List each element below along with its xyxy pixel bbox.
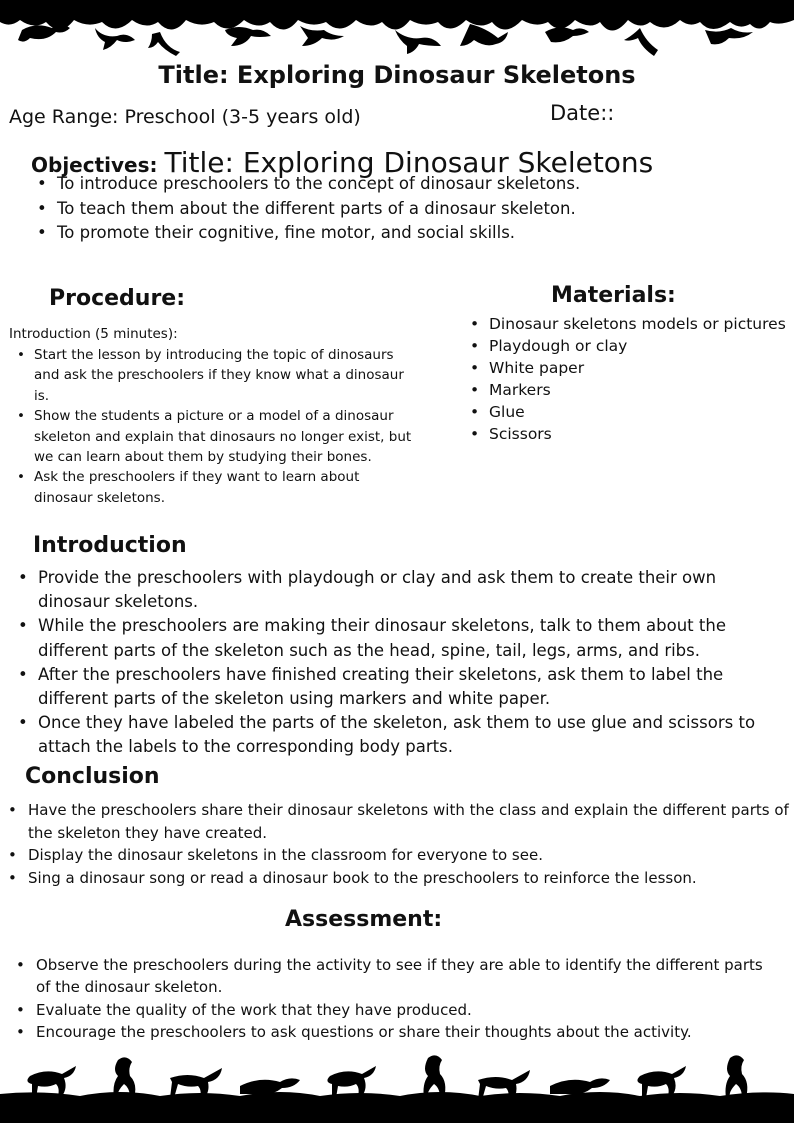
date-label: Date:: (550, 101, 615, 125)
list-item: • Evaluate the quality of the work that they have produced. (36, 999, 781, 1021)
list-item: • Sing a dinosaur song or read a dinosaur book to the preschoolers to reinforce the lesson. (28, 867, 794, 890)
top-dinosaur-border (0, 0, 794, 62)
list-item: • Encourage the preschoolers to ask questions or share their thoughts about the activity. (36, 1021, 781, 1043)
list-item: • To introduce preschoolers to the concept of dinosaur skeletons. (57, 172, 580, 197)
introduction-list (38, 566, 778, 760)
bottom-dinosaur-border (0, 1050, 794, 1123)
list-item: • Observe the preschoolers during the activity to see if they are able to identify the different parts of the dinosaur skeleton. (36, 954, 781, 999)
assessment-heading: Assessment: (285, 907, 443, 932)
objectives-list (57, 172, 580, 246)
materials-heading: Materials: (551, 283, 676, 308)
list-item: • Markers (489, 379, 786, 401)
list-item: • Ask the preschoolers if they want to learn about dinosaur skeletons. (34, 467, 419, 508)
procedure-heading: Procedure: (49, 286, 186, 311)
list-item: • Scissors (489, 423, 786, 445)
list-item: • Once they have labeled the parts of the skeleton, ask them to use glue and scissors to attach the labels to the corresponding body parts. (38, 711, 778, 759)
list-item: • Dinosaur skeletons models or pictures (489, 313, 786, 335)
assessment-list (36, 954, 781, 1044)
materials-list (489, 313, 786, 445)
list-item: • Have the preschoolers share their dinosaur skeletons with the class and explain the different parts of the skeleton they have created. (28, 799, 794, 844)
list-item: • While the preschoolers are making their dinosaur skeletons, talk to them about the different parts of the skeleton such as the head, spine, tail, legs, arms, and ribs. (38, 614, 778, 662)
list-item: • Glue (489, 401, 786, 423)
age-range: Age Range: Preschool (3-5 years old) (9, 106, 361, 128)
page-title: Title: Exploring Dinosaur Skeletons (158, 61, 636, 89)
list-item: • To promote their cognitive, fine motor, and social skills. (57, 221, 580, 246)
list-item: • White paper (489, 357, 786, 379)
conclusion-list (28, 799, 794, 889)
list-item: • After the preschoolers have finished creating their skeletons, ask them to label the different parts of the skeleton using markers and white paper. (38, 663, 778, 711)
conclusion-heading: Conclusion (25, 764, 160, 789)
list-item: • To teach them about the different parts of a dinosaur skeleton. (57, 197, 580, 222)
list-item: • Start the lesson by introducing the topic of dinosaurs and ask the preschoolers if they know what a dinosaur is. (34, 345, 419, 406)
introduction-heading: Introduction (33, 533, 187, 558)
objectives-subtitle: Title: Exploring Dinosaur Skeletons (164, 146, 654, 179)
list-item: • Display the dinosaur skeletons in the classroom for everyone to see. (28, 844, 794, 867)
list-item: • Provide the preschoolers with playdough or clay and ask them to create their own dinosaur skeletons. (38, 566, 778, 614)
list-item: • Show the students a picture or a model of a dinosaur skeleton and explain that dinosaurs no longer exist, but we can learn about them by studying their bones. (34, 406, 419, 467)
list-item: • Playdough or clay (489, 335, 786, 357)
procedure-intro-label: Introduction (5 minutes): (9, 326, 178, 342)
procedure-list (34, 345, 419, 508)
objectives-label: Objectives: (31, 153, 158, 177)
